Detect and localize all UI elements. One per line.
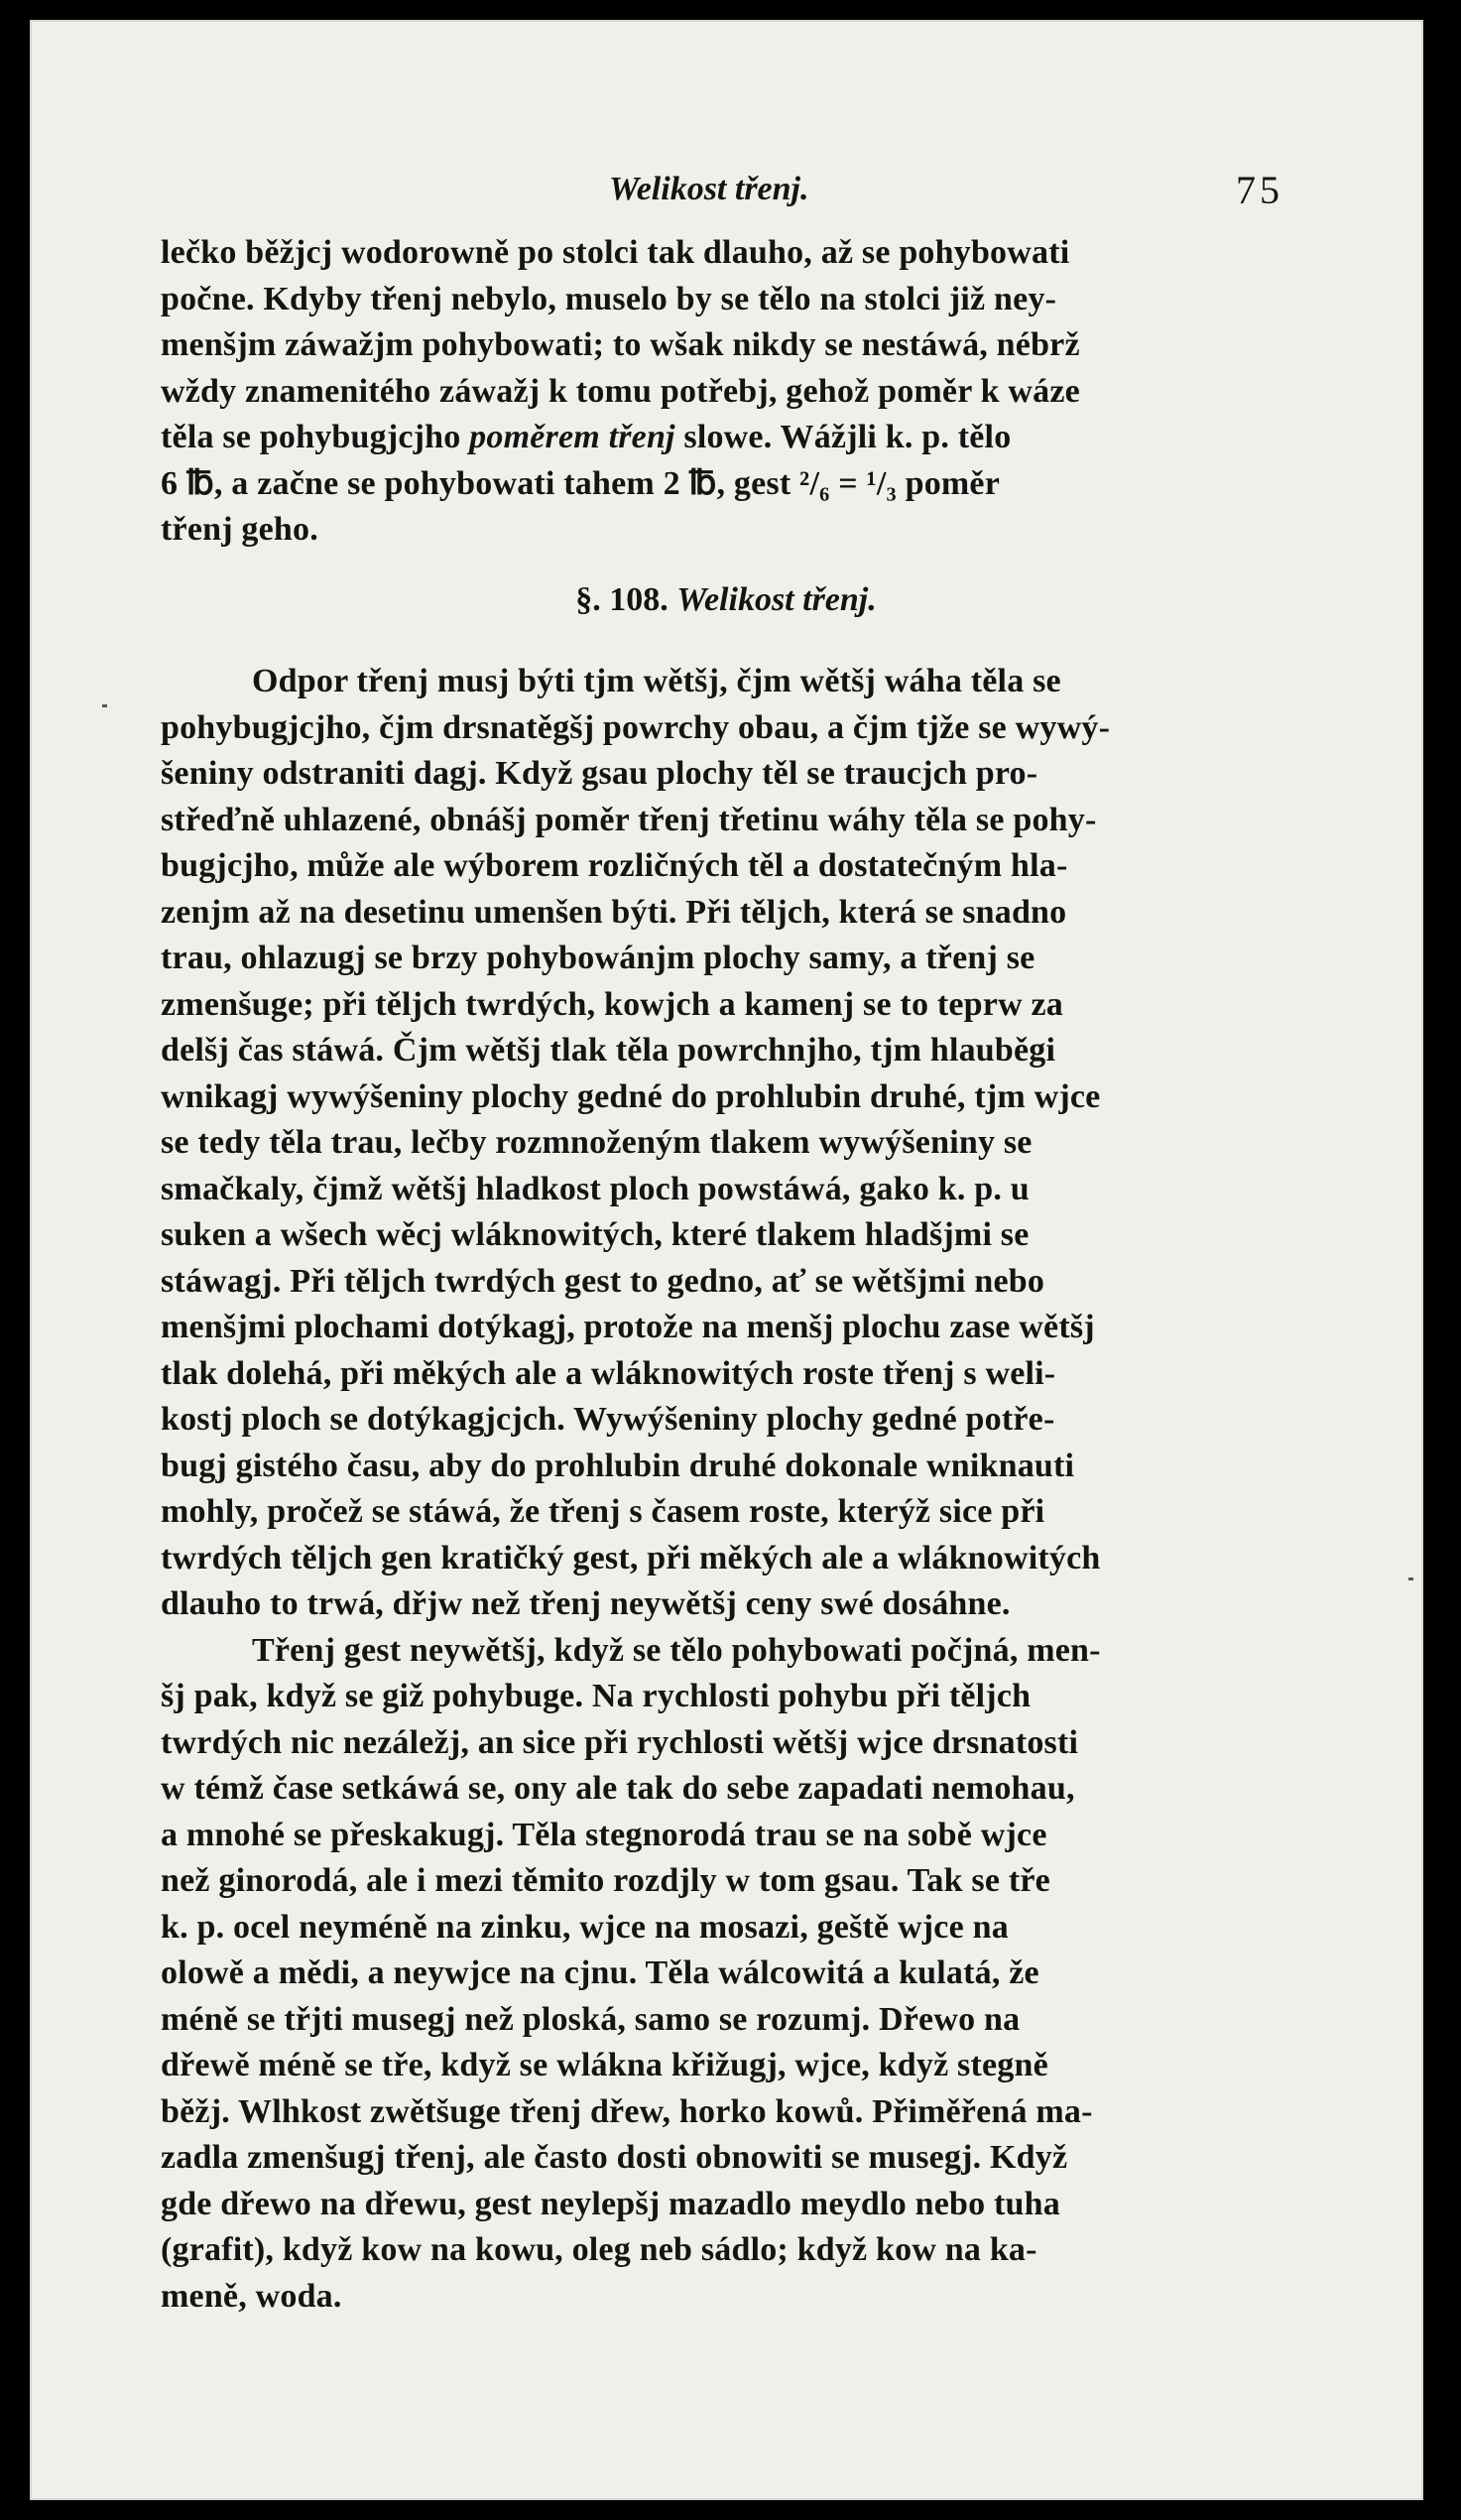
text-line: meně, woda. — [161, 2277, 342, 2315]
text-line: běžj. Wlhkost zwětšuge třenj dřew, horko kowů. Přiměřená ma- — [161, 2092, 1093, 2130]
text-line: delšj čas stáwá. Čjm wětšj tlak těla powrchnjho, tjm hlauběgi — [161, 1032, 1056, 1069]
text-line: k. p. ocel neyméně na zinku, wjce na mosazi, geště wjce na — [161, 1908, 1009, 1946]
text-line: bugjcjho, může ale wýborem rozličných těl a dostatečným hla- — [161, 847, 1068, 884]
paragraph-1 — [161, 230, 1291, 554]
text-line: třenj geho. — [161, 511, 318, 548]
text-line: se tedy těla trau, lečby rozmnoženým tlakem wywýšeniny se — [161, 1124, 1033, 1161]
text-line: než ginorodá, ale i mezi těmito rozdjly w tom gsau. Tak se tře — [161, 1862, 1050, 1899]
text-line: méně se třjti musegj než ploská, samo se rozumj. Dřewo na — [161, 2000, 1021, 2038]
text-line: smačkaly, čjmž wětšj hladkost ploch powstáwá, gako k. p. u — [161, 1170, 1030, 1207]
text-line: mohly, pročež se stáwá, že třenj s časem roste, kterýž sice při — [161, 1493, 1045, 1530]
margin-speck — [1408, 1577, 1413, 1580]
text-line: menšjmi plochami dotýkagj, protože na menšj plochu zase wětšj — [161, 1309, 1095, 1345]
page-content — [161, 168, 1291, 2320]
paragraph-2 — [161, 659, 1291, 1628]
text-line: gde dřewo na dřewu, gest neylepšj mazadlo meydlo nebo tuha — [161, 2185, 1060, 2222]
text-line: stáwagj. Při těljch twrdých gest to gedno, ať se wětšjmi nebo — [161, 1262, 1045, 1300]
text-line: zenjm až na desetinu umenšen býti. Při těljch, která se snadno — [161, 893, 1067, 931]
text-line: šj pak, když se giž pohybuge. Na rychlosti pohybu při těljch — [161, 1678, 1032, 1714]
text-line: lečko běžjcj wodorowně po stolci tak dlauho, až se pohybowati — [161, 234, 1070, 271]
text-line: wždy znamenitého záwažj k tomu potřebj, gehož poměr k wáze — [161, 372, 1080, 410]
text-line: dřewě méně se tře, když se wlákna křižugj, wjce, když stegně — [161, 2047, 1048, 2083]
book-page — [30, 20, 1423, 2500]
text-line: kostj ploch se dotýkagjcjch. Wywýšeniny plochy gedné potře- — [161, 1401, 1055, 1438]
section-title: Welikost třenj. — [676, 580, 877, 618]
paragraph-3 — [161, 1628, 1291, 2321]
text-line: střeďně uhlazené, obnášj poměr třenj třetinu wáhy těla se pohy- — [161, 801, 1097, 838]
running-title: Welikost třenj. — [609, 171, 809, 207]
text-line: pohybugjcjho, čjm drsnatěgšj powrchy obau, a čjm tjže se wywý- — [161, 708, 1111, 746]
text-line: menšjm záwažjm pohybowati; to wšak nikdy se nestáwá, nébrž — [161, 326, 1080, 363]
text-line: těla se pohybugjcjho poměrem třenj slowe. Wážjli k. p. tělo — [161, 419, 1012, 455]
text-line: šeniny odstraniti dagj. Když gsau plochy těl se traucjch pro- — [161, 755, 1038, 792]
italic-term: poměrem třenj — [469, 419, 675, 455]
text-line: bugj gistého času, aby do prohlubin druhé dokonale wniknauti — [161, 1447, 1075, 1484]
text-line: Třenj gest neywětšj, když se tělo pohybowati počjná, men- — [252, 1631, 1101, 1669]
margin-speck — [102, 704, 107, 707]
section-heading — [161, 577, 1291, 624]
text-line: olowě a mědi, a neywjce na cjnu. Těla wálcowitá a kulatá, že — [161, 1954, 1039, 1991]
text-line: tlak dolehá, při měkých ale a wláknowitých roste třenj s weli- — [161, 1354, 1056, 1392]
text-line: Odpor třenj musj býti tjm wětšj, čjm wětšj wáha těla se — [252, 663, 1061, 699]
text-line: (grafit), když kow na kowu, oleg neb sádlo; když kow na ka- — [161, 2231, 1037, 2268]
text-line: wnikagj wywýšeniny plochy gedné do prohlubin druhé, tjm wjce — [161, 1077, 1101, 1115]
text-line: twrdých nic nezáležj, an sice při rychlosti wětšj wjce drsnatosti — [161, 1723, 1079, 1761]
text-line: w témž čase setkáwá se, ony ale tak do sebe zapadati nemohau, — [161, 1770, 1075, 1807]
text-line: trau, ohlazugj se brzy pohybowánjm plochy samy, a třenj se — [161, 940, 1035, 976]
text-line: twrdých těljch gen kratičký gest, při měkých ale a wláknowitých — [161, 1539, 1101, 1576]
text-line: počne. Kdyby třenj nebylo, muselo by se tělo na stolci již ney- — [161, 280, 1057, 317]
page-number: 75 — [1236, 168, 1283, 212]
section-number: §. 108. — [575, 580, 669, 618]
text-line: a mnohé se přeskakugj. Těla stegnorodá trau se na sobě wjce — [161, 1816, 1047, 1853]
page-header — [161, 168, 1291, 230]
text-line: zadla zmenšugj třenj, ale často dosti obnowiti se musegj. Když — [161, 2139, 1068, 2176]
text-line: suken a wšech wěcj wláknowitých, které tlakem hladšjmi se — [161, 1216, 1030, 1253]
text-line: zmenšuge; při těljch twrdých, kowjch a kamenj se to teprw za — [161, 985, 1064, 1023]
text-line: 6 ℔, a začne se pohybowati tahem 2 ℔, gest ²/₆ = ¹/₃ poměr — [161, 464, 1001, 502]
text-line: dlauho to trwá, dřjw než třenj neywětšj ceny swé dosáhne. — [161, 1585, 1011, 1622]
